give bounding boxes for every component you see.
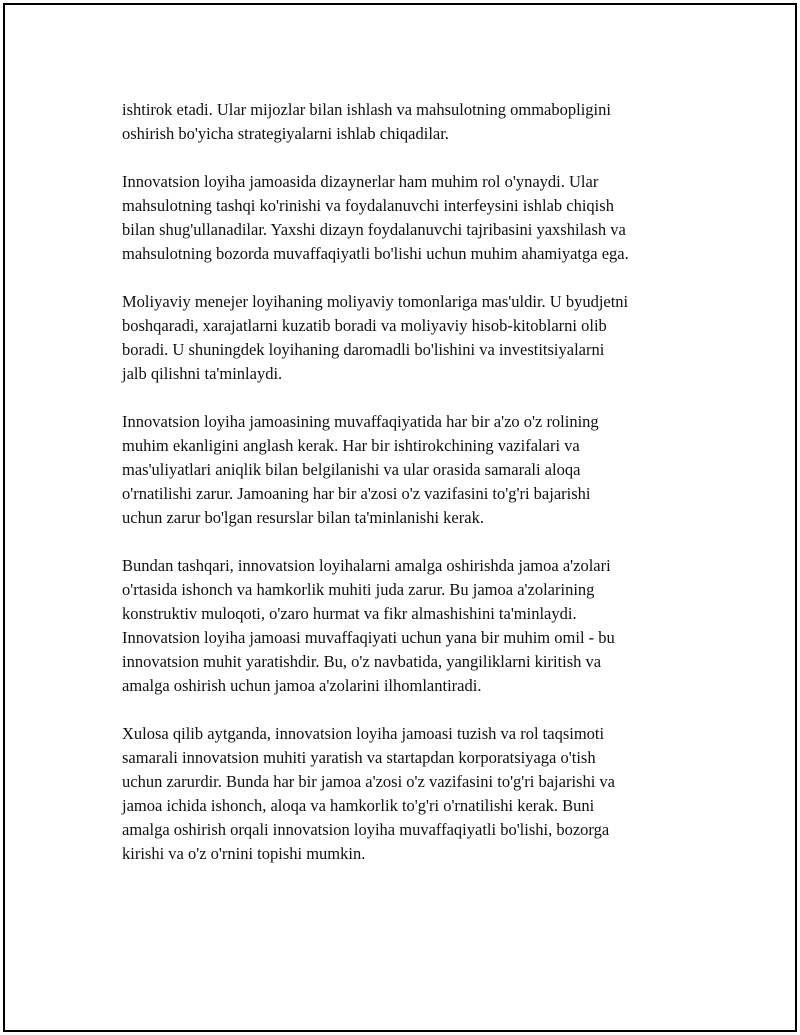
text-line: uchun zarurdir. Bunda har bir jamoa a'zosi o'z vazifasini to'g'ri bajarishi va [122, 772, 615, 791]
text-line: Innovatsion loyiha jamoasi muvaffaqiyati uchun yana bir muhim omil - bu [122, 628, 615, 647]
text-line: muhim ekanligini anglash kerak. Har bir ishtirokchining vazifalari va [122, 436, 580, 455]
text-line: Xulosa qilib aytganda, innovatsion loyiha jamoasi tuzish va rol taqsimoti [122, 724, 605, 743]
text-line: oshirish bo'yicha strategiyalarni ishlab chiqadilar. [122, 124, 449, 143]
text-line: mas'uliyatlari aniqlik bilan belgilanishi va ular orasida samarali aloqa [122, 460, 581, 479]
text-line: boshqaradi, xarajatlarni kuzatib boradi va moliyaviy hisob-kitoblarni olib [122, 316, 607, 335]
text-line: Moliyaviy menejer loyihaning moliyaviy tomonlariga mas'uldir. U byudjetni [122, 292, 629, 311]
text-line: Bundan tashqari, innovatsion loyihalarni amalga oshirishda jamoa a'zolari [122, 556, 611, 575]
page-frame [3, 3, 797, 1032]
text-line: mahsulotning bozorda muvaffaqiyatli bo'lishi uchun muhim ahamiyatga ega. [122, 244, 629, 263]
text-line: bilan shug'ullanadilar. Yaxshi dizayn foydalanuvchi tajribasini yaxshilash va [122, 220, 626, 239]
text-line: uchun zarur bo'lgan resurslar bilan ta'minlanishi kerak. [122, 508, 484, 527]
text-line: o'rtasida ishonch va hamkorlik muhiti juda zarur. Bu jamoa a'zolarining [122, 580, 595, 599]
text-line: o'rnatilishi zarur. Jamoaning har bir a'zosi o'z vazifasini to'g'ri bajarishi [122, 484, 591, 503]
paragraph [122, 290, 702, 386]
paragraph [122, 722, 702, 866]
text-line: jamoa ichida ishonch, aloqa va hamkorlik to'g'ri o'rnatilishi kerak. Buni [122, 796, 595, 815]
text-line: Innovatsion loyiha jamoasining muvaffaqiyatida har bir a'zo o'z rolining [122, 412, 599, 431]
text-line: jalb qilishni ta'minlaydi. [122, 364, 283, 383]
paragraph [122, 554, 702, 698]
text-line: boradi. U shuningdek loyihaning daromadli bo'lishini va investitsiyalarni [122, 340, 605, 359]
text-line: mahsulotning tashqi ko'rinishi va foydalanuvchi interfeysini ishlab chiqish [122, 196, 614, 215]
text-line: kirishi va o'z o'rnini topishi mumkin. [122, 844, 366, 863]
text-line: konstruktiv muloqoti, o'zaro hurmat va fikr almashishini ta'minlaydi. [122, 604, 577, 623]
paragraph [122, 98, 702, 146]
text-line: innovatsion muhit yaratishdir. Bu, o'z navbatida, yangiliklarni kiritish va [122, 652, 602, 671]
text-line: amalga oshirish uchun jamoa a'zolarini ilhomlantiradi. [122, 676, 482, 695]
text-line: samarali innovatsion muhiti yaratish va startapdan korporatsiyaga o'tish [122, 748, 596, 767]
paragraph [122, 410, 702, 530]
text-line: ishtirok etadi. Ular mijozlar bilan ishlash va mahsulotning ommabopligini [122, 100, 611, 119]
paragraph [122, 170, 702, 266]
text-line: amalga oshirish orqali innovatsion loyiha muvaffaqiyatli bo'lishi, bozorga [122, 820, 610, 839]
document-body [122, 98, 702, 890]
text-line: Innovatsion loyiha jamoasida dizaynerlar ham muhim rol o'ynaydi. Ular [122, 172, 599, 191]
